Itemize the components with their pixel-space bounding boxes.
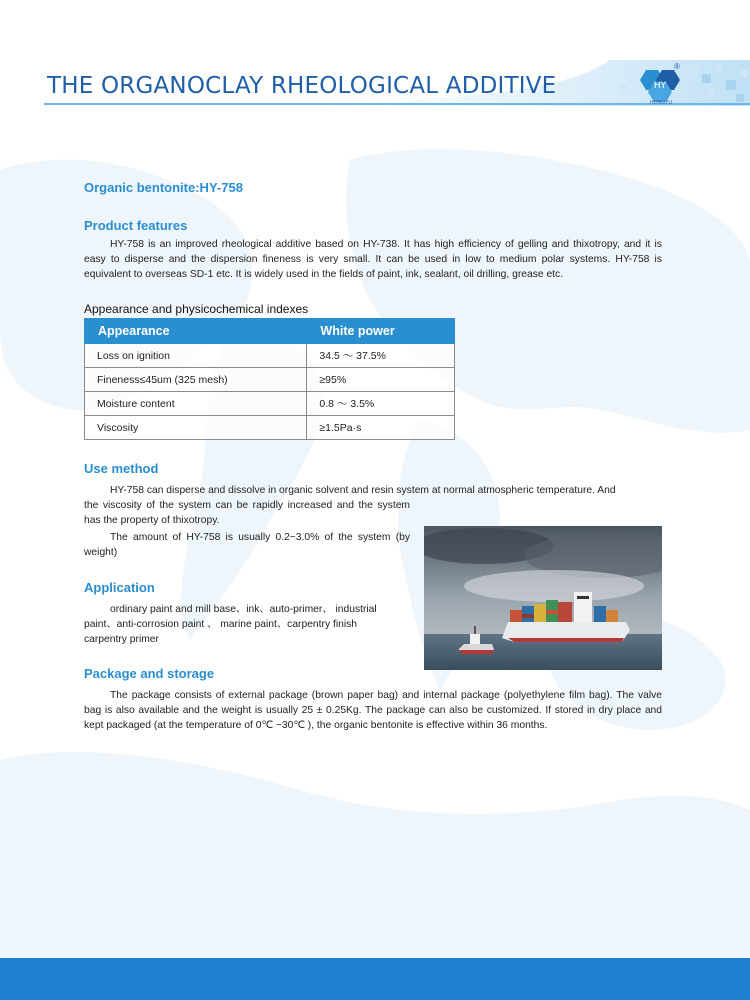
table-cell: Fineness≤45um (325 mesh) xyxy=(85,368,307,392)
features-body: HY-758 is an improved rheological additive based on HY-738. It has high efficiency of gelling and thixotropy, and it is easy to disperse and the dispersion fineness is very small. It can be used in low to medium polar systems. HY-758 is equivalent to overseas SD-1 etc. It is widely used in the fields of paint, ink, sealant, oil drilling, grease etc. xyxy=(84,239,662,280)
container-ship-photo xyxy=(424,526,662,670)
table-cell: Loss on ignition xyxy=(85,344,307,368)
table-row xyxy=(85,368,455,392)
svg-text:HY: HY xyxy=(653,81,667,91)
table-header-row xyxy=(85,319,455,344)
package-body: The package consists of external package (brown paper bag) and internal package (polyethylene film bag). The valve bag is also available and the weight is usually 25 ± 0.25Kg. The package can also be customized. If stored in dry place and kept packaged (at the temperature of 0℃ ~30℃ ), the organic bentonite is effective within 36 months. xyxy=(84,690,662,731)
table-cell: ≥95% xyxy=(307,368,455,392)
application-body: ordinary paint and mill base、ink、auto-primer、 industrial paint、anti-corrosion paint 、 marine paint、carpentry finish carpentry primer xyxy=(84,604,377,645)
table-row xyxy=(85,416,455,440)
table-row xyxy=(85,392,455,416)
use-method-line1: HY-758 can disperse and dissolve in organic solvent and resin system at normal atmospheric temperature. And xyxy=(110,485,616,496)
table-header-cell: Appearance xyxy=(85,319,307,344)
table-cell: 0.8 ～ 3.5% xyxy=(307,392,455,416)
table-caption: Appearance and physicochemical indexes xyxy=(84,302,309,316)
table-cell: ≥1.5Pa·s xyxy=(307,416,455,440)
table-header-cell: White power xyxy=(307,319,455,344)
table-cell: Moisture content xyxy=(85,392,307,416)
registered-mark: ® xyxy=(674,62,680,71)
indexes-table xyxy=(84,318,455,440)
table-row xyxy=(85,344,455,368)
table-cell: 34.5 ～ 37.5% xyxy=(307,344,455,368)
use-method-heading: Use method xyxy=(84,461,159,476)
application-heading: Application xyxy=(84,580,155,595)
use-method-body: the viscosity of the system can be rapidly increased and the system has the property of thixotropy. xyxy=(84,500,410,526)
product-name: Organic bentonite:HY-758 xyxy=(84,180,243,195)
use-method-dosage: The amount of HY-758 is usually 0.2~3.0% of the system (by weight) xyxy=(84,532,410,558)
table-cell: Viscosity xyxy=(85,416,307,440)
package-heading: Package and storage xyxy=(84,666,215,681)
page-title: THE ORGANOCLAY RHEOLOGICAL ADDITIVE xyxy=(47,73,557,99)
features-heading: Product features xyxy=(84,218,188,233)
logo-text: HONGYU xyxy=(650,100,672,106)
footer-band xyxy=(0,958,750,1000)
